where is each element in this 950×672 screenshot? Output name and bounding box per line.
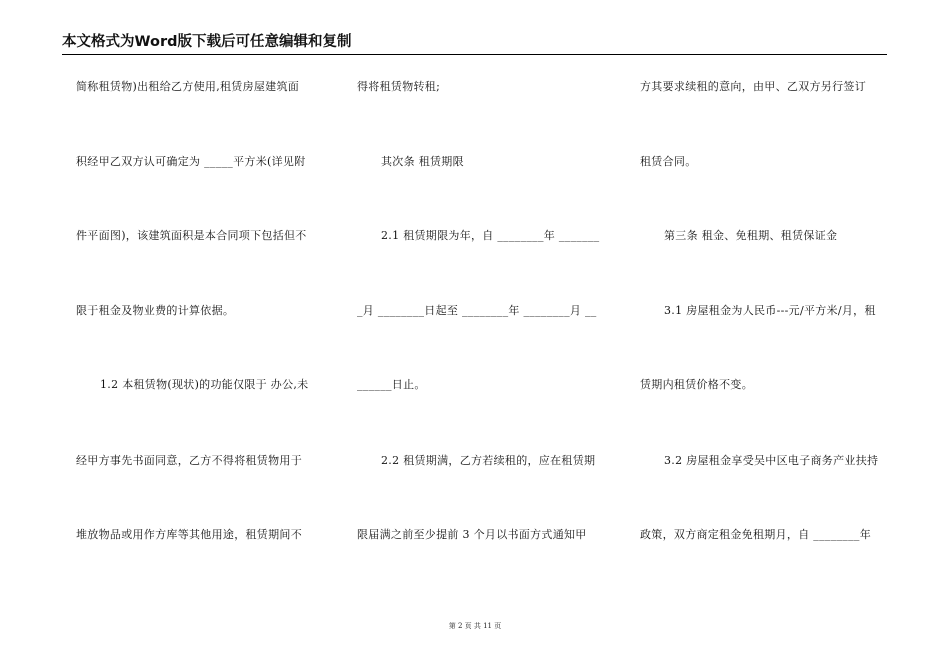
text-line: 2.2 租赁期满，乙方若续租的，应在租赁期 [381, 454, 596, 467]
text-line: ______日止。 [357, 378, 426, 391]
document-header-title: 本文格式为Word版下载后可任意编辑和复制 [62, 34, 352, 50]
text-line: _月 ________日起至 ________年 ________月 __ [357, 304, 597, 317]
text-column-1 [76, 0, 326, 672]
text-line: 方其要求续租的意向，由甲、乙双方另行签订 [640, 80, 866, 93]
section-heading: 其次条 租赁期限 [381, 155, 464, 168]
text-line: 堆放物品或用作方库等其他用途，租赁期间不 [76, 528, 302, 541]
text-line: 赁期内租赁价格不变。 [640, 378, 753, 391]
text-line: 简称租赁物)出租给乙方使用,租赁房屋建筑面 [76, 80, 300, 93]
section-heading: 第三条 租金、免租期、租赁保证金 [664, 229, 838, 242]
text-line: 租赁合同。 [640, 155, 697, 168]
text-line: 限届满之前至少提前 3 个月以书面方式通知甲 [357, 528, 587, 541]
page-number-footer: 第 2 页 共 11 页 [448, 622, 502, 630]
text-line: 积经甲乙双方认可确定为 _____平方米(详见附 [76, 155, 306, 168]
text-line: 3.1 房屋租金为人民币---元/平方米/月，租 [664, 304, 876, 317]
text-line: 2.1 租赁期限为年，自 ________年 _______ [381, 229, 600, 242]
text-line: 经甲方事先书面同意，乙方不得将租赁物用于 [76, 454, 302, 467]
text-column-2 [357, 0, 607, 672]
text-line: 件平面图)，该建筑面积是本合同项下包括但不 [76, 229, 307, 242]
text-line: 3.2 房屋租金享受吴中区电子商务产业扶持 [664, 454, 879, 467]
text-line: 限于租金及物业费的计算依据。 [76, 304, 235, 317]
text-line: 得将租赁物转租; [357, 80, 441, 93]
text-line: 政策，双方商定租金免租期月，自 ________年 [640, 528, 871, 541]
text-line: 1.2 本租赁物(现状)的功能仅限于 办公,未 [100, 378, 309, 391]
text-column-3 [640, 0, 890, 672]
